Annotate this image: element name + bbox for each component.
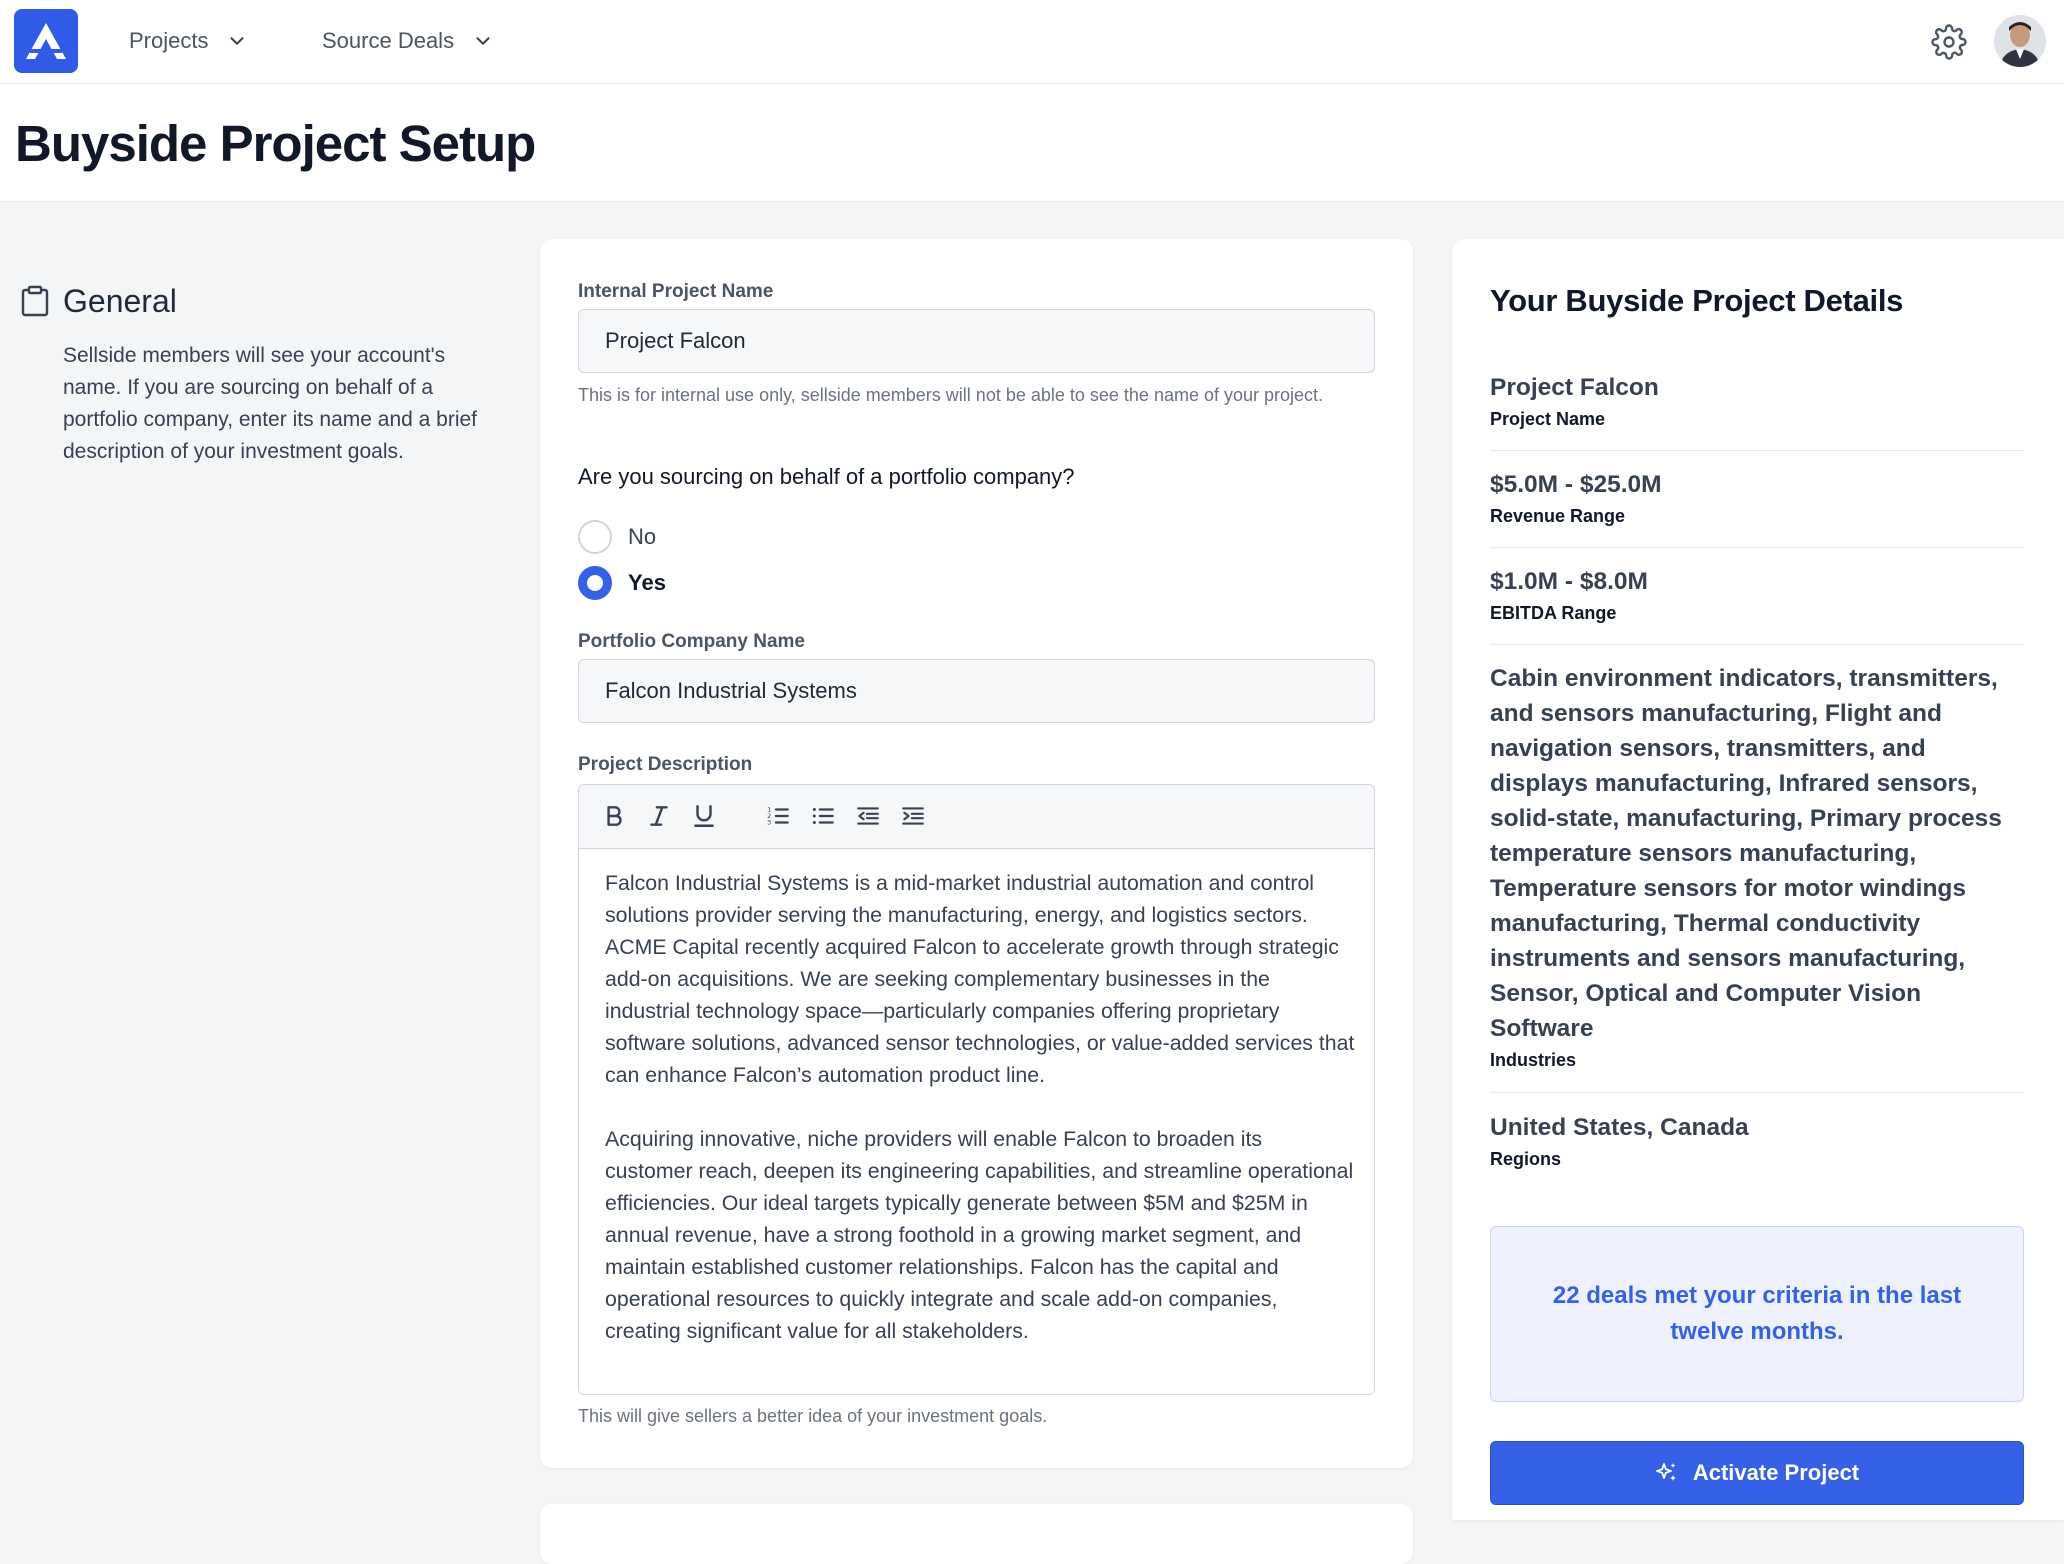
svg-text:2: 2 xyxy=(767,812,772,821)
chevron-down-icon xyxy=(226,30,248,52)
detail-key: Revenue Range xyxy=(1490,506,1626,526)
underline-icon xyxy=(691,803,717,829)
detail-value: United States, Canada xyxy=(1490,1114,1749,1141)
app-logo[interactable] xyxy=(14,9,78,73)
nav-source-deals-label: Source Deals xyxy=(322,28,455,53)
sparkles-icon xyxy=(1655,1461,1679,1485)
settings-button[interactable] xyxy=(1929,22,1969,62)
nav-projects-label: Projects xyxy=(129,28,209,53)
gear-icon xyxy=(1931,24,1967,60)
svg-text:1: 1 xyxy=(767,805,772,814)
ordered-list-button[interactable] xyxy=(763,801,793,831)
outdent-icon xyxy=(855,803,881,829)
user-avatar-icon xyxy=(1994,15,2046,67)
radio-option-no[interactable] xyxy=(578,520,656,554)
radio-option-yes[interactable] xyxy=(578,566,666,600)
description-paragraph: Acquiring innovative, niche providers will enable Falcon to broaden its customer reach, deepen its engineering capabilities, and streamline operational efficiencies. Our ideal targets typically generate between $5M and $25M in annual revenue, have a strong foothold in a growing market segment, and maintain established customer relationships. Falcon has the capital and operational resources to quickly integrate and scale add-on companies, creating significant value for all stakeholders. xyxy=(605,1127,1354,1343)
bold-button[interactable] xyxy=(599,801,629,831)
radio-no-label: No xyxy=(628,524,657,549)
detail-key: Regions xyxy=(1490,1149,1562,1169)
indent-icon xyxy=(900,803,926,829)
company-name-label: Portfolio Company Name xyxy=(578,631,805,652)
page-title: Buyside Project Setup xyxy=(15,115,536,172)
section-description: Sellside members will see your account's name. If you are sourcing on behalf of a portfolio company, enter its name and a brief description of your investment goals. xyxy=(63,344,478,463)
underline-button[interactable] xyxy=(689,801,719,831)
project-name-label: Internal Project Name xyxy=(578,281,774,302)
project-details-card xyxy=(1452,239,2064,1520)
detail-project-name xyxy=(1490,370,2024,451)
portfolio-question: Are you sourcing on behalf of a portfolio company? xyxy=(578,464,1075,489)
detail-value: Cabin environment indicators, transmitters, and sensors manufacturing, Flight and navigation sensors, transmitters, and displays manufacturing, Infrared sensors, solid-state, manufacturing, Primary process temperature sensors manufacturing, Temperature sensors for motor windings manufacturing, Thermal conductivity instruments and sensors manufacturing, Sensor, Optical and Computer Vision Software xyxy=(1490,665,2002,1042)
description-label: Project Description xyxy=(578,754,753,775)
activate-project-button[interactable] xyxy=(1490,1441,2024,1505)
indent-button[interactable] xyxy=(898,801,928,831)
description-hint: This will give sellers a better idea of your investment goals. xyxy=(578,1406,1048,1426)
detail-industries xyxy=(1490,661,2024,1093)
project-name-input[interactable]: Project Falcon xyxy=(578,309,1375,373)
top-nav xyxy=(0,0,2064,84)
bullet-list-button[interactable] xyxy=(808,801,838,831)
italic-icon xyxy=(646,803,672,829)
editor-toolbar xyxy=(579,785,1374,849)
bullet-list-icon xyxy=(810,803,836,829)
detail-ebitda-range xyxy=(1490,564,2024,645)
detail-key: Industries xyxy=(1490,1050,1577,1070)
project-name-hint: This is for internal use only, sellside members will not be able to see the name of your project. xyxy=(578,385,1324,405)
detail-key: Project Name xyxy=(1490,409,1606,429)
svg-text:3: 3 xyxy=(767,818,772,827)
page-header xyxy=(0,84,2064,202)
outdent-button[interactable] xyxy=(853,801,883,831)
company-name-input[interactable]: Falcon Industrial Systems xyxy=(578,659,1375,723)
section-title-general: General xyxy=(63,283,177,319)
radio-no[interactable] xyxy=(578,520,612,554)
logo-mark-icon xyxy=(24,21,68,61)
activate-label: Activate Project xyxy=(1692,1460,1860,1485)
detail-revenue-range xyxy=(1490,467,2024,548)
avatar[interactable] xyxy=(1994,15,2046,67)
bold-icon xyxy=(601,803,627,829)
clipboard-icon xyxy=(20,285,50,317)
detail-key: EBITDA Range xyxy=(1490,603,1617,623)
details-title: Your Buyside Project Details xyxy=(1490,283,1904,318)
radio-yes[interactable] xyxy=(578,566,612,600)
description-paragraph: Falcon Industrial Systems is a mid-market industrial automation and control solutions provider serving the manufacturing, energy, and logistics sectors. ACME Capital recently acquired Falcon to accelerate growth through strategic add-on acquisitions. We are seeking complementary businesses in the industrial technology space—particularly companies offering proprietary software solutions, advanced sensor technologies, or value-added services that can enhance Falcon’s automation product line. xyxy=(605,871,1355,1087)
general-form-card xyxy=(540,239,1413,1468)
next-section-card xyxy=(540,1504,1413,1564)
editor-content[interactable] xyxy=(605,867,1355,1379)
detail-value: $5.0M - $25.0M xyxy=(1490,471,1662,498)
nav-source-deals[interactable] xyxy=(322,22,494,60)
criteria-banner: 22 deals met your criteria in the last twelve months. xyxy=(1490,1226,2024,1402)
detail-regions xyxy=(1490,1110,2024,1180)
radio-yes-label: Yes xyxy=(628,570,666,595)
detail-value: Project Falcon xyxy=(1490,374,1659,401)
italic-button[interactable] xyxy=(644,801,674,831)
nav-projects[interactable] xyxy=(129,22,248,60)
chevron-down-icon xyxy=(472,30,494,52)
ordered-list-icon xyxy=(765,803,791,829)
description-editor[interactable] xyxy=(578,784,1375,1395)
detail-value: $1.0M - $8.0M xyxy=(1490,568,1648,595)
